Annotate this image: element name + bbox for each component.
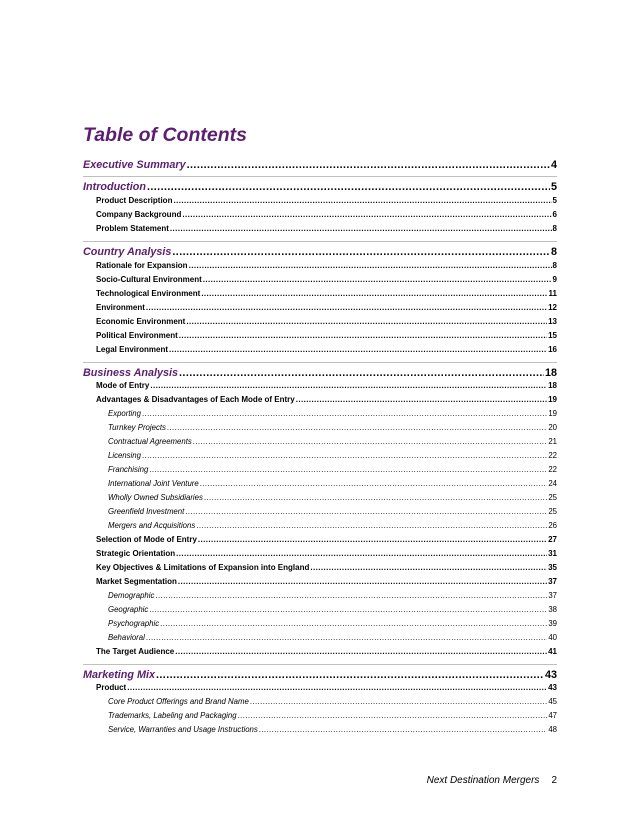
toc-entry-page: 43 (544, 669, 557, 681)
dot-leader (160, 619, 547, 628)
toc-subsection-entry[interactable] (96, 381, 557, 390)
toc-entry-label: Exporting (108, 409, 141, 418)
dot-leader (187, 159, 550, 171)
section-divider (83, 241, 557, 242)
toc-entry-label: Market Segmentation (96, 577, 177, 586)
toc-entry-label: Strategic Orientation (96, 549, 176, 558)
toc-subsection-entry[interactable] (96, 563, 557, 572)
dot-leader (196, 521, 547, 530)
toc-entry-page: 25 (548, 507, 557, 516)
toc-subsection-entry[interactable] (96, 275, 557, 284)
toc-entry-page: 37 (548, 577, 557, 586)
toc-entry-page: 21 (548, 437, 557, 446)
toc-subsection-entry[interactable] (96, 289, 557, 298)
toc-subsection-entry[interactable] (96, 535, 557, 544)
dot-leader (156, 669, 544, 681)
toc-entry-label: Service, Warranties and Usage Instructions (108, 725, 258, 734)
toc-subsection-entry[interactable] (96, 303, 557, 312)
toc-entry-page: 8 (552, 261, 557, 270)
dot-leader (147, 181, 550, 193)
toc-section-entry[interactable] (83, 246, 557, 258)
toc-entry-label: Selection of Mode of Entry (96, 535, 197, 544)
section-divider (83, 176, 557, 177)
dot-leader (142, 451, 547, 460)
toc-entry-page: 22 (548, 451, 557, 460)
dot-leader (179, 331, 547, 340)
toc-entry-page: 19 (548, 409, 557, 418)
toc-subsubsection-entry[interactable] (108, 633, 557, 642)
toc-entry-page: 25 (548, 493, 557, 502)
toc-subsubsection-entry[interactable] (108, 605, 557, 614)
toc-entry-label: Core Product Offerings and Brand Name (108, 697, 249, 706)
toc-entry-label: Introduction (83, 181, 146, 193)
dot-leader (155, 591, 547, 600)
toc-subsection-entry[interactable] (96, 683, 557, 692)
toc-entry-page: 18 (544, 367, 557, 379)
toc-entry-label: Business Analysis (83, 367, 179, 379)
toc-entry-label: Demographic (108, 591, 155, 600)
dot-leader (178, 577, 547, 586)
toc-entry-label: Psychographic (108, 619, 160, 628)
dot-leader (310, 563, 547, 572)
toc-entry-page: 40 (548, 633, 557, 642)
toc-entry-label: The Target Audience (96, 647, 175, 656)
toc-entry-page: 4 (550, 159, 557, 171)
toc-entry-page: 31 (548, 549, 557, 558)
dot-leader (167, 423, 547, 432)
dot-leader (169, 345, 547, 354)
toc-entry-page: 39 (548, 619, 557, 628)
toc-entry-label: Environment (96, 303, 145, 312)
toc-subsubsection-entry[interactable] (108, 451, 557, 460)
toc-entry-label: Mode of Entry (96, 381, 150, 390)
toc-entry-label: Mergers and Acquisitions (108, 521, 196, 530)
toc-entry-page: 38 (548, 605, 557, 614)
toc-entry-page: 43 (548, 683, 557, 692)
toc-entry-label: Trademarks, Labeling and Packaging (108, 711, 237, 720)
toc-subsection-entry[interactable] (96, 210, 557, 219)
toc-entry-page: 5 (552, 196, 557, 205)
toc-section-entry[interactable] (83, 669, 557, 681)
dot-leader (149, 465, 547, 474)
toc-entry-label: Product (96, 683, 127, 692)
dot-leader (175, 647, 547, 656)
toc-entry-label: Turnkey Projects (108, 423, 166, 432)
toc-entry-label: Contractual Agreements (108, 437, 192, 446)
dot-leader (198, 535, 547, 544)
toc-entry-label: Franchising (108, 465, 149, 474)
toc-subsection-entry[interactable] (96, 224, 557, 233)
toc-section-entry[interactable] (83, 181, 557, 193)
toc-entry-label: Company Background (96, 210, 182, 219)
toc-subsection-entry[interactable] (96, 647, 557, 656)
toc-subsubsection-entry[interactable] (108, 465, 557, 474)
toc-entry-label: Socio-Cultural Environment (96, 275, 202, 284)
toc-entry-page: 27 (548, 535, 557, 544)
dot-leader (150, 381, 547, 390)
dot-leader (149, 605, 547, 614)
toc-subsubsection-entry[interactable] (108, 493, 557, 502)
toc-entry-page: 12 (548, 303, 557, 312)
toc-entry-label: Wholly Owned Subsidiaries (108, 493, 203, 502)
toc-subsubsection-entry[interactable] (108, 409, 557, 418)
page-number: 2 (551, 775, 557, 786)
dot-leader (182, 210, 551, 219)
toc-subsubsection-entry[interactable] (108, 437, 557, 446)
toc-entry-label: Problem Statement (96, 224, 169, 233)
toc-entry-page: 48 (548, 725, 557, 734)
dot-leader (296, 395, 547, 404)
dot-leader (176, 549, 547, 558)
toc-entry-label: Rationale for Expansion (96, 261, 188, 270)
toc-subsection-entry[interactable] (96, 317, 557, 326)
dot-leader (179, 367, 544, 379)
toc-entry-page: 37 (548, 591, 557, 600)
toc-subsection-entry[interactable] (96, 261, 557, 270)
toc-subsubsection-entry[interactable] (108, 591, 557, 600)
toc-subsubsection-entry[interactable] (108, 479, 557, 488)
toc-entry-page: 8 (550, 246, 557, 258)
toc-subsubsection-entry[interactable] (108, 507, 557, 516)
toc-entry-page: 24 (548, 479, 557, 488)
section-divider (83, 664, 557, 665)
toc-entry-page: 5 (550, 181, 557, 193)
toc-entry-page: 22 (548, 465, 557, 474)
toc-subsection-entry[interactable] (96, 395, 557, 404)
toc-entry-page: 15 (548, 331, 557, 340)
toc-section-entry[interactable] (83, 159, 557, 171)
toc-subsection-entry[interactable] (96, 196, 557, 205)
toc-subsection-entry[interactable] (96, 345, 557, 354)
toc-entry-page: 6 (552, 210, 557, 219)
toc-subsection-entry[interactable] (96, 577, 557, 586)
dot-leader (172, 246, 550, 258)
dot-leader (173, 196, 551, 205)
toc-entry-page: 18 (548, 381, 557, 390)
page-footer (0, 775, 557, 786)
toc-entry-label: Economic Environment (96, 317, 186, 326)
toc-subsubsection-entry[interactable] (108, 619, 557, 628)
dot-leader (200, 479, 548, 488)
toc-entry-label: Geographic (108, 605, 149, 614)
toc-entry-page: 45 (548, 697, 557, 706)
dot-leader (259, 725, 548, 734)
toc-subsubsection-entry[interactable] (108, 697, 557, 706)
dot-leader (127, 683, 547, 692)
toc-entry-label: Legal Environment (96, 345, 169, 354)
toc-subsection-entry[interactable] (96, 331, 557, 340)
dot-leader (146, 303, 547, 312)
toc-entry-label: Key Objectives & Limitations of Expansion into England (96, 563, 310, 572)
toc-entry-page: 20 (548, 423, 557, 432)
dot-leader (142, 409, 547, 418)
toc-entry-page: 41 (548, 647, 557, 656)
toc-entry-page: 9 (552, 275, 557, 284)
toc-entry-label: Greenfield Investment (108, 507, 185, 516)
toc-subsubsection-entry[interactable] (108, 725, 557, 734)
toc-entry-page: 47 (548, 711, 557, 720)
toc-entry-page: 19 (548, 395, 557, 404)
page-title: Table of Contents (83, 124, 247, 146)
toc-subsubsection-entry[interactable] (108, 521, 557, 530)
dot-leader (204, 493, 547, 502)
toc-subsection-entry[interactable] (96, 549, 557, 558)
toc-entry-page: 35 (548, 563, 557, 572)
toc-entry-label: Technological Environment (96, 289, 201, 298)
toc-entry-label: Behavioral (108, 633, 145, 642)
toc-entry-label: Licensing (108, 451, 141, 460)
dot-leader (193, 437, 548, 446)
toc-entry-label: Political Environment (96, 331, 178, 340)
toc-entry-page: 11 (548, 289, 557, 298)
toc-entry-label: Country Analysis (83, 246, 172, 258)
toc-entry-page: 8 (552, 224, 557, 233)
dot-leader (189, 261, 552, 270)
dot-leader (170, 224, 552, 233)
toc-entry-label: Executive Summary (83, 159, 186, 171)
dot-leader (201, 289, 547, 298)
toc-entry-page: 13 (548, 317, 557, 326)
dot-leader (250, 697, 547, 706)
dot-leader (185, 507, 547, 516)
toc-entry-label: Product Description (96, 196, 173, 205)
toc-entry-page: 26 (548, 521, 557, 530)
dot-leader (238, 711, 548, 720)
dot-leader (146, 633, 547, 642)
toc-entry-label: Advantages & Disadvantages of Each Mode of Entry (96, 395, 295, 404)
dot-leader (203, 275, 552, 284)
toc-section-entry[interactable] (83, 367, 557, 379)
toc-subsubsection-entry[interactable] (108, 423, 557, 432)
footer-text: Next Destination Mergers (426, 775, 540, 786)
dot-leader (186, 317, 547, 326)
toc-entry-label: Marketing Mix (83, 669, 155, 681)
section-divider (83, 362, 557, 363)
toc-subsubsection-entry[interactable] (108, 711, 557, 720)
toc-entry-page: 16 (548, 345, 557, 354)
toc-entry-label: International Joint Venture (108, 479, 199, 488)
